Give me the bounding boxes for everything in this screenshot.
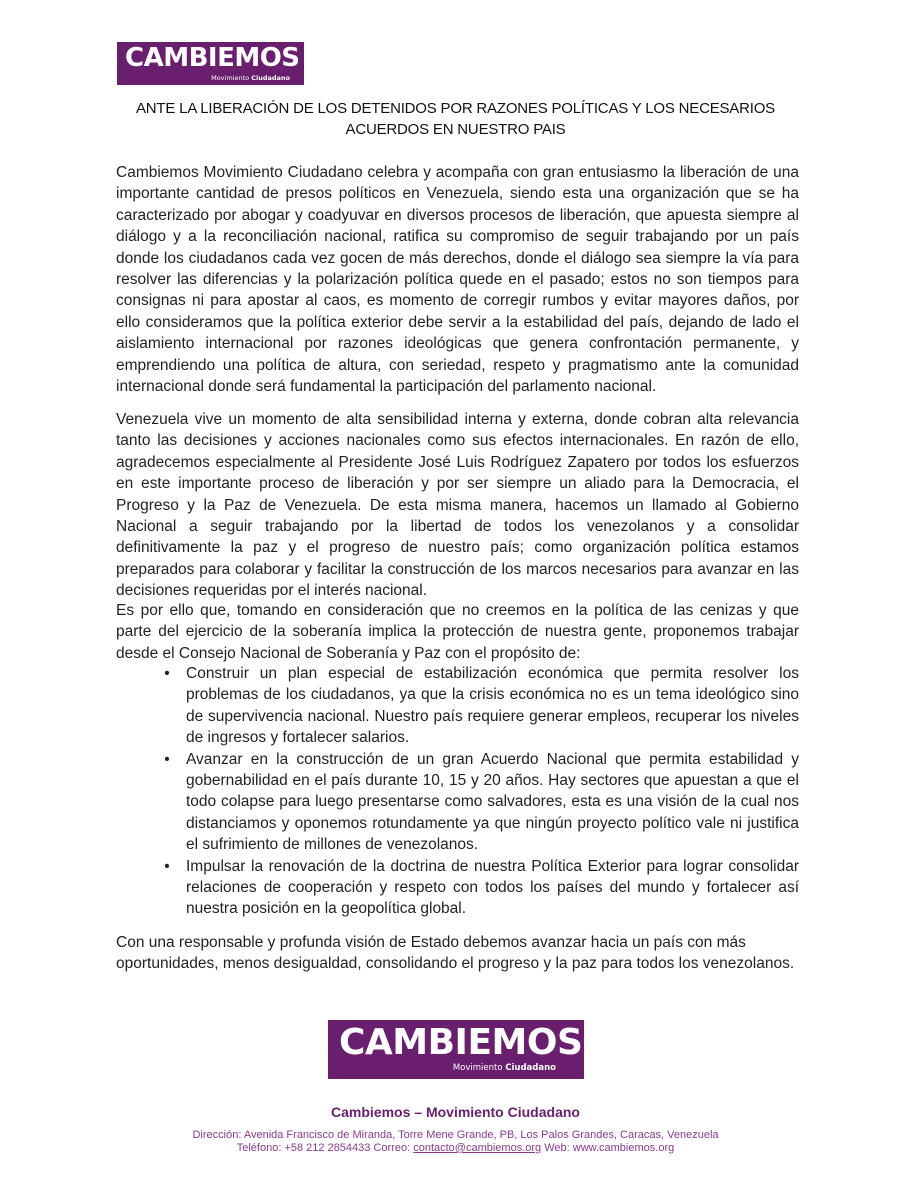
- footer-contact: [0, 1142, 911, 1155]
- list-item: [160, 749, 799, 856]
- closing-paragraph: Con una responsable y profunda visión de Estado debemos avanzar hacia un país con más oportunidades, menos desigualdad, consolidando el progreso y la paz para todos los venezolanos.: [116, 934, 795, 973]
- document-title: ANTE LA LIBERACIÓN DE LOS DETENIDOS POR RAZONES POLÍTICAS Y LOS NECESARIOS ACUERDOS EN NUESTRO PAIS: [136, 100, 775, 138]
- logo-subtitle: [453, 1063, 556, 1073]
- logo-subtitle-bold: Ciudadano: [505, 1063, 556, 1073]
- footer-org-name: Cambiemos – Movimiento Ciudadano: [331, 1104, 580, 1120]
- paragraph-3: Es por ello que, tomando en consideración que no creemos en la política de las cenizas y que parte del ejercicio de la soberanía implica la protección de nuestra gente, proponemos trabajar desde el Consejo Nacional de Soberanía y Paz con el propósito de:: [116, 602, 799, 662]
- logo-subtitle-bold: Ciudadano: [251, 74, 290, 82]
- footer-phone: Teléfono: +58 212 2854433 Correo:: [236, 1142, 414, 1154]
- logo-wordmark: CAMBIEMOS: [125, 43, 300, 73]
- list-item: [160, 856, 799, 920]
- logo-subtitle: [211, 74, 290, 82]
- list-item-text: Avanzar en la construcción de un gran Acuerdo Nacional que permita estabilidad y gobernabilidad en el país durante 10, 15 y 20 años. Hay sectores que apuestan a que el todo colapse para luego presentarse como salvadores, esta es una visión de la cual nos distanciamos y oponemos rotundamente ya que ningún proyecto político vale ni justifica el sufrimiento de millones de venezolanos.: [186, 750, 799, 854]
- footer-logo: [328, 1020, 584, 1079]
- list-item-text: Impulsar la renovación de la doctrina de nuestra Política Exterior para lograr consolidar relaciones de cooperación y respeto con todos los países del mundo y fortalecer así nuestra posición en la geopolítica global.: [186, 857, 799, 918]
- bullet-icon: •: [164, 857, 170, 875]
- email-link[interactable]: contacto@cambiemos.org: [413, 1142, 542, 1154]
- header-logo: [117, 42, 304, 85]
- list-item-text: Construir un plan especial de estabilización económica que permita resolver los problemas de los ciudadanos, ya que la crisis económica no es un tema ideológico sino de supervivencia nacional. Nuestro país requiere generar empleos, recuperar los niveles de ingresos y fortalecer salarios.: [186, 665, 799, 747]
- footer-web: Web: www.cambiemos.org: [541, 1142, 675, 1154]
- paragraph-2: Venezuela vive un momento de alta sensibilidad interna y externa, donde cobran alta relevancia tanto las decisiones y acciones nacionales como sus efectos internacionales. En razón de ello, agradecemos especialmente al Presidente José Luis Rodríguez Zapatero por todos los esfuerzos en este importante proceso de liberación y por ser siempre un aliado para la Democracia, el Progreso y la Paz de Venezuela. De esta misma manera, hacemos un llamado al Gobierno Nacional a seguir trabajando por la libertad de todos los venezolanos y a consolidar definitivamente la paz y el progreso de nuestro país; como organización política estamos preparados para colaborar y facilitar la construcción de los marcos necesarios para avanzar en las decisiones requeridas por el interés nacional.: [116, 411, 799, 600]
- footer-address: Dirección: Avenida Francisco de Miranda, Torre Mene Grande, PB, Los Palos Grandes, Caracas, Venezuela: [192, 1129, 719, 1141]
- logo-wordmark: CAMBIEMOS: [339, 1022, 583, 1063]
- bullet-icon: •: [164, 750, 170, 768]
- logo-subtitle-light: Movimiento: [452, 1063, 503, 1073]
- paragraph-1: Cambiemos Movimiento Ciudadano celebra y acompaña con gran entusiasmo la liberación de una importante cantidad de presos políticos en Venezuela, siendo esta una organización que se ha caracterizado por abogar y coadyuvar en diversos procesos de liberación, que apuesta siempre al diálogo y a la reconciliación nacional, ratifica su compromiso de seguir trabajando por un país donde los ciudadanos cada vez gocen de más derechos, donde el diálogo sea siempre la vía para resolver las diferencias y la polarización política quede en el pasado; estos no son tiempos para consignas ni para apostar al caos, es momento de corregir rumbos y evitar mayores daños, por ello consideramos que la política exterior debe servir a la estabilidad del país, dejando de lado el aislamiento internacional por razones ideológicas que genera confrontación permanente, y emprendiendo una política de altura, con seriedad, respeto y pragmatismo ante la comunidad internacional donde será fundamental la participación del parlamento nacional.: [116, 164, 799, 396]
- proposal-list: [160, 663, 799, 920]
- logo-subtitle-light: Movimiento: [211, 74, 250, 82]
- bullet-icon: •: [164, 665, 170, 682]
- list-item: [160, 663, 799, 749]
